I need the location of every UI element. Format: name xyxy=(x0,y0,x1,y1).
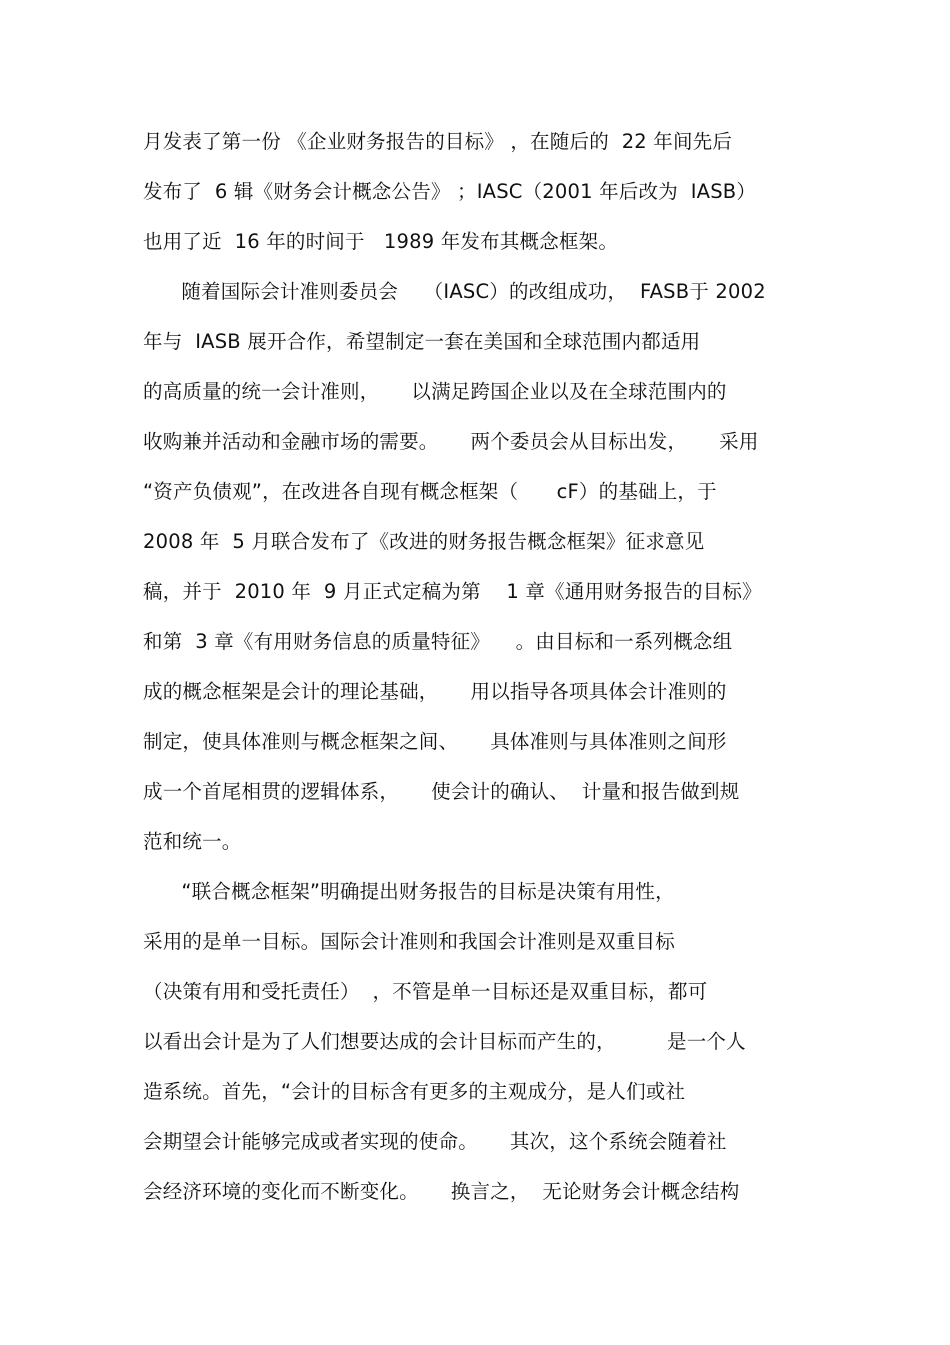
text-line: 也用了近 16 年的时间于 1989 年发布其概念框架。 xyxy=(143,230,619,253)
text-line: 和第 3 章《有用财务信息的质量特征》 。由目标和一系列概念组 xyxy=(143,630,733,653)
text-line: 发布了 6 辑《财务会计概念公告》 ；IASC（2001 年后改为 IASB） xyxy=(143,180,757,203)
text-line: 的高质量的统一会计准则， 以满足跨国企业以及在全球范围内的 xyxy=(143,380,727,403)
text-line: 以看出会计是为了人们想要达成的会计目标而产生的， 是一个人 xyxy=(143,1030,746,1053)
text-line: 采用的是单一目标。国际会计准则和我国会计准则是双重目标 xyxy=(143,930,675,953)
body-text xyxy=(143,124,823,1224)
text-line: 稿，并于 2010 年 9 月正式定稿为第 1 章《通用财务报告的目标》 xyxy=(143,580,762,603)
text-line: 2008 年 5 月联合发布了《改进的财务报告概念框架》征求意见 xyxy=(143,530,705,553)
text-line: 年与 IASB 展开合作，希望制定一套在美国和全球范围内都适用 xyxy=(143,330,701,353)
text-line: 造系统。首先，“会计的目标含有更多的主观成分，是人们或社 xyxy=(143,1080,686,1103)
text-line: 成的概念框架是会计的理论基础， 用以指导各项具体会计准则的 xyxy=(143,680,727,703)
text-line: 收购兼并活动和金融市场的需要。 两个委员会从目标出发， 采用 xyxy=(143,430,759,453)
text-line: （决策有用和受托责任） ，不管是单一目标还是双重目标，都可 xyxy=(143,980,708,1003)
text-line: 范和统一。 xyxy=(143,830,242,853)
text-line: 成一个首尾相贯的逻辑体系， 使会计的确认、 计量和报告做到规 xyxy=(143,780,740,803)
text-line: 制定，使具体准则与概念框架之间、 具体准则与具体准则之间形 xyxy=(143,730,727,753)
text-line: 月发表了第一份 《企业财务报告的目标》 ，在随后的 22 年间先后 xyxy=(143,130,733,153)
text-line: 会期望会计能够完成或者实现的使命。 其次，这个系统会随着社 xyxy=(143,1130,727,1153)
paragraph-start-line: 随着国际会计准则委员会 （IASC）的改组成功， FASB于 2002 xyxy=(143,280,766,303)
text-line: 会经济环境的变化而不断变化。 换言之， 无论财务会计概念结构 xyxy=(143,1180,740,1203)
paragraph-start-line: “联合概念框架”明确提出财务报告的目标是决策有用性， xyxy=(143,880,675,903)
text-line: “资产负债观”，在改进各自现有概念框架（ cF）的基础上，于 xyxy=(143,480,717,503)
